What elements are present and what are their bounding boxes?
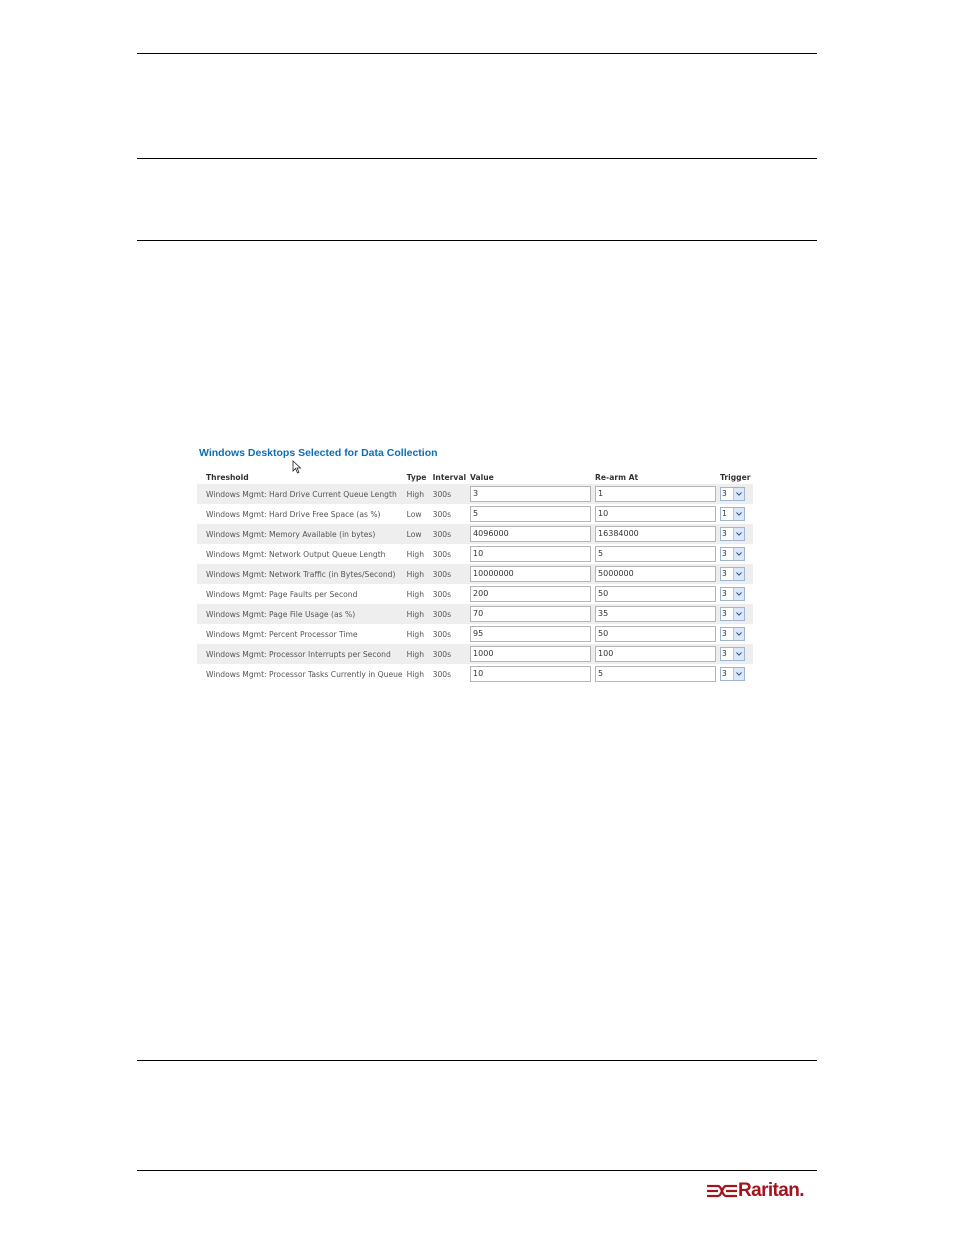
value-input[interactable]: 10	[470, 546, 591, 562]
header-type: Type	[406, 472, 427, 482]
rearm-input[interactable]: 35	[595, 606, 716, 622]
rearm-input[interactable]: 50	[595, 586, 716, 602]
logo-wordmark: Raritan.	[738, 1180, 804, 1201]
rearm-input[interactable]: 5	[595, 666, 716, 682]
threshold-name: Windows Mgmt: Network Traffic (in Bytes/Second)	[204, 564, 405, 584]
trigger-value: 3	[722, 649, 727, 658]
trigger-value: 3	[722, 489, 727, 498]
threshold-type: High	[405, 644, 431, 664]
threshold-type: Low	[405, 524, 431, 544]
table-row	[197, 564, 753, 584]
threshold-name: Windows Mgmt: Page File Usage (as %)	[204, 604, 405, 624]
threshold-name: Windows Mgmt: Page Faults per Second	[206, 589, 358, 599]
threshold-interval: 300s	[432, 669, 452, 679]
threshold-name: Windows Mgmt: Network Output Queue Length	[206, 549, 386, 559]
trigger-value: 3	[722, 589, 727, 598]
threshold-type: High	[406, 549, 425, 559]
table-header	[197, 470, 753, 484]
trigger-select[interactable]	[720, 647, 745, 661]
trigger-select[interactable]	[720, 547, 745, 561]
threshold-type: High	[406, 629, 425, 639]
rearm-input[interactable]: 100	[595, 646, 716, 662]
threshold-type: High	[406, 669, 425, 679]
header-rearm: Re-arm At	[595, 472, 639, 482]
trigger-value: 3	[722, 669, 727, 678]
raritan-logo	[706, 1179, 814, 1203]
table-row	[197, 604, 753, 624]
rearm-input[interactable]: 50	[595, 626, 716, 642]
threshold-interval: 300s	[431, 604, 468, 624]
chevron-down-icon	[733, 568, 744, 580]
trigger-select[interactable]	[720, 667, 745, 681]
trigger-select[interactable]	[720, 527, 745, 541]
value-input[interactable]: 70	[470, 606, 591, 622]
trigger-value: 3	[722, 609, 727, 618]
threshold-interval: 300s	[432, 549, 452, 559]
chevron-down-icon	[733, 508, 744, 520]
value-input[interactable]: 4096000	[470, 526, 591, 542]
chevron-down-icon	[733, 668, 744, 680]
trigger-value: 3	[722, 549, 727, 558]
trigger-select[interactable]	[720, 587, 745, 601]
threshold-interval: 300s	[432, 589, 452, 599]
value-input[interactable]: 200	[470, 586, 591, 602]
rearm-input[interactable]: 16384000	[595, 526, 716, 542]
data-collection-screenshot	[197, 444, 762, 687]
raritan-logo-icon	[706, 1182, 738, 1200]
trigger-value: 1	[722, 509, 727, 518]
chevron-down-icon	[733, 588, 744, 600]
section-rule-1	[137, 158, 817, 159]
threshold-name: Windows Mgmt: Hard Drive Free Space (as %)	[206, 509, 381, 519]
header-threshold: Threshold	[206, 472, 249, 482]
threshold-type: High	[405, 484, 431, 504]
chevron-down-icon	[733, 648, 744, 660]
chevron-down-icon	[733, 608, 744, 620]
header-interval: Interval	[432, 472, 467, 482]
chevron-down-icon	[733, 628, 744, 640]
threshold-interval: 300s	[431, 484, 468, 504]
table-row	[197, 584, 753, 604]
trigger-select[interactable]	[720, 607, 745, 621]
rearm-input[interactable]: 10	[595, 506, 716, 522]
table-row	[197, 504, 753, 524]
trigger-value: 3	[722, 629, 727, 638]
chevron-down-icon	[733, 488, 744, 500]
table-row	[197, 664, 753, 684]
threshold-name: Windows Mgmt: Hard Drive Current Queue Length	[204, 484, 405, 504]
table-row	[197, 624, 753, 644]
trigger-select[interactable]	[720, 627, 745, 641]
threshold-interval: 300s	[432, 629, 452, 639]
table-row	[197, 524, 753, 544]
value-input[interactable]: 10	[470, 666, 591, 682]
value-input[interactable]: 10000000	[470, 566, 591, 582]
value-input[interactable]: 5	[470, 506, 591, 522]
header-trigger: Trigger	[720, 472, 751, 482]
top-rule	[137, 53, 817, 54]
threshold-name: Windows Mgmt: Percent Processor Time	[206, 629, 358, 639]
threshold-interval: 300s	[431, 644, 468, 664]
threshold-type: Low	[406, 509, 422, 519]
trigger-select[interactable]	[720, 507, 745, 521]
table-row	[197, 544, 753, 564]
rearm-input[interactable]: 1	[595, 486, 716, 502]
chevron-down-icon	[733, 548, 744, 560]
threshold-table	[197, 470, 753, 684]
value-input[interactable]: 3	[470, 486, 591, 502]
rearm-input[interactable]: 5000000	[595, 566, 716, 582]
threshold-interval: 300s	[431, 524, 468, 544]
value-input[interactable]: 95	[470, 626, 591, 642]
section-rule-2	[137, 240, 817, 241]
trigger-value: 3	[722, 569, 727, 578]
threshold-interval: 300s	[431, 564, 468, 584]
value-input[interactable]: 1000	[470, 646, 591, 662]
footer-rule	[137, 1170, 817, 1171]
threshold-type: High	[405, 564, 431, 584]
threshold-type: High	[405, 604, 431, 624]
threshold-name: Windows Mgmt: Memory Available (in bytes)	[204, 524, 405, 544]
table-row	[197, 484, 753, 504]
threshold-name: Windows Mgmt: Processor Interrupts per Second	[204, 644, 405, 664]
trigger-value: 3	[722, 529, 727, 538]
table-row	[197, 644, 753, 664]
threshold-name: Windows Mgmt: Processor Tasks Currently in Queue	[206, 669, 403, 679]
chevron-down-icon	[733, 528, 744, 540]
trigger-select[interactable]	[720, 567, 745, 581]
rearm-input[interactable]: 5	[595, 546, 716, 562]
header-value: Value	[470, 472, 494, 482]
section-rule-3	[137, 1060, 817, 1061]
threshold-interval: 300s	[432, 509, 452, 519]
threshold-type: High	[406, 589, 425, 599]
trigger-select[interactable]	[720, 487, 745, 501]
panel-title: Windows Desktops Selected for Data Collection	[199, 447, 438, 459]
